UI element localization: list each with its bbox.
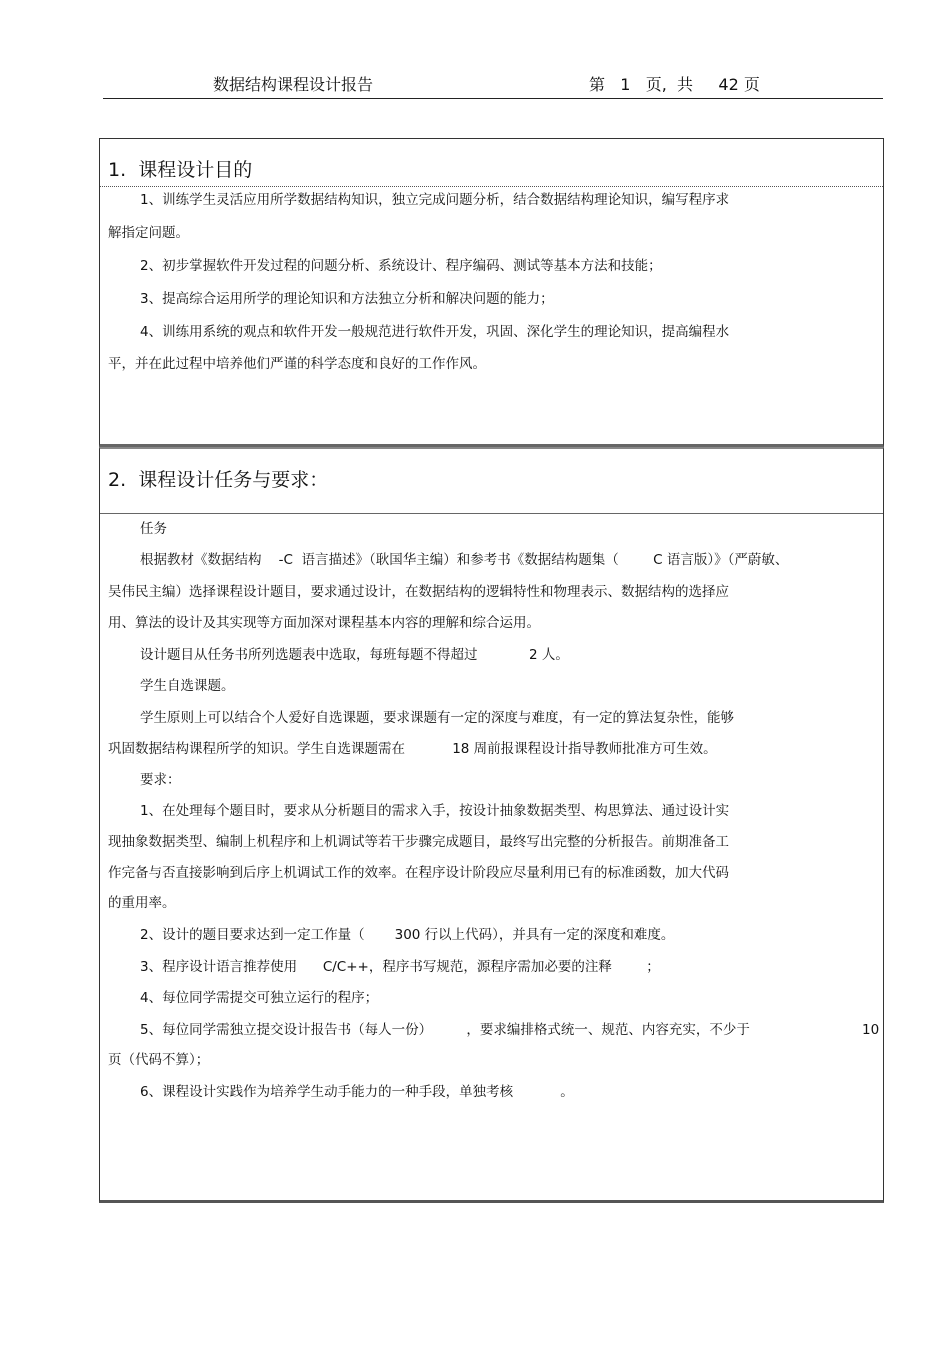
paragraph-line: 根据教材《数据结构 -C 语言描述》（耿国华主编）和参考书《数据结构题集（ C 语言版）》（严蔚敏、: [140, 552, 789, 568]
paragraph-line: 设计题目从任务书所列选题表中选取，每班每题不得超过 2 人。: [140, 647, 569, 663]
divider: [100, 186, 883, 187]
paragraph-line: 要求：: [140, 772, 181, 788]
paragraph-line: 现抽象数据类型、编制上机程序和上机调试等若干步骤完成题目，最终写出完整的分析报告。前期准备工: [108, 834, 729, 850]
section-tasks-requirements: [99, 447, 884, 1203]
paragraph-line: 的重用率。: [108, 895, 176, 911]
page-header: [103, 70, 883, 99]
paragraph-line-end-number: 10: [862, 1022, 880, 1038]
paragraph-line: 5、每位同学需独立提交设计报告书（每人一份） ，要求编排格式统一、规范、内容充实，不少于: [140, 1022, 750, 1038]
paragraph-line: 页（代码不算）；: [108, 1052, 210, 1068]
paragraph-line: 巩固数据结构课程所学的知识。学生自选课题需在 18 周前报课程设计指导教师批准方可生效。: [108, 741, 717, 757]
paragraph-line: 3、提高综合运用所学的理论知识和方法独立分析和解决问题的能力；: [140, 291, 554, 307]
paragraph-line: 任务: [140, 521, 167, 537]
paragraph-line: 作完备与否直接影响到后序上机调试工作的效率。在程序设计阶段应尽量利用已有的标准函数，加大代码: [108, 865, 729, 881]
paragraph-line: 吴伟民主编）选择课程设计题目，要求通过设计，在数据结构的逻辑特性和物理表示、数据结构的选择应: [108, 584, 729, 600]
page-number: 第 1 页, 共 42 页: [589, 75, 760, 94]
paragraph-line: 1、在处理每个题目时，要求从分析题目的需求入手，按设计抽象数据类型、构思算法、通过设计实: [140, 803, 730, 819]
paragraph-line: 学生原则上可以结合个人爱好自选课题，要求课题有一定的深度与难度，有一定的算法复杂性，能够: [140, 710, 734, 726]
paragraph-line: 解指定问题。: [108, 225, 189, 241]
section-course-purpose: [99, 138, 884, 447]
divider: [100, 513, 883, 514]
paragraph-line: 4、每位同学需提交可独立运行的程序；: [140, 990, 379, 1006]
paragraph-line: 1、训练学生灵活应用所学数据结构知识，独立完成问题分析，结合数据结构理论知识，编写程序求: [140, 192, 730, 208]
paragraph-line: 6、课程设计实践作为培养学生动手能力的一种手段，单独考核 。: [140, 1084, 574, 1100]
section-heading: 2. 课程设计任务与要求：: [108, 469, 329, 491]
paragraph-line: 2、设计的题目要求达到一定工作量（ 300 行以上代码），并具有一定的深度和难度。: [140, 927, 675, 943]
paragraph-line: 3、程序设计语言推荐使用 C/C++，程序书写规范，源程序需加必要的注释 ；: [140, 959, 660, 975]
paragraph-line: 用、算法的设计及其实现等方面加深对课程基本内容的理解和综合运用。: [108, 615, 540, 631]
paragraph-line: 2、初步掌握软件开发过程的问题分析、系统设计、程序编码、测试等基本方法和技能；: [140, 258, 662, 274]
paragraph-line: 学生自选课题。: [140, 678, 235, 694]
report-title: 数据结构课程设计报告: [213, 75, 374, 94]
paragraph-line: 4、训练用系统的观点和软件开发一般规范进行软件开发，巩固、深化学生的理论知识，提高编程水: [140, 324, 730, 340]
paragraph-line: 平，并在此过程中培养他们严谨的科学态度和良好的工作作风。: [108, 356, 486, 372]
section-heading: 1. 课程设计目的: [108, 159, 253, 181]
